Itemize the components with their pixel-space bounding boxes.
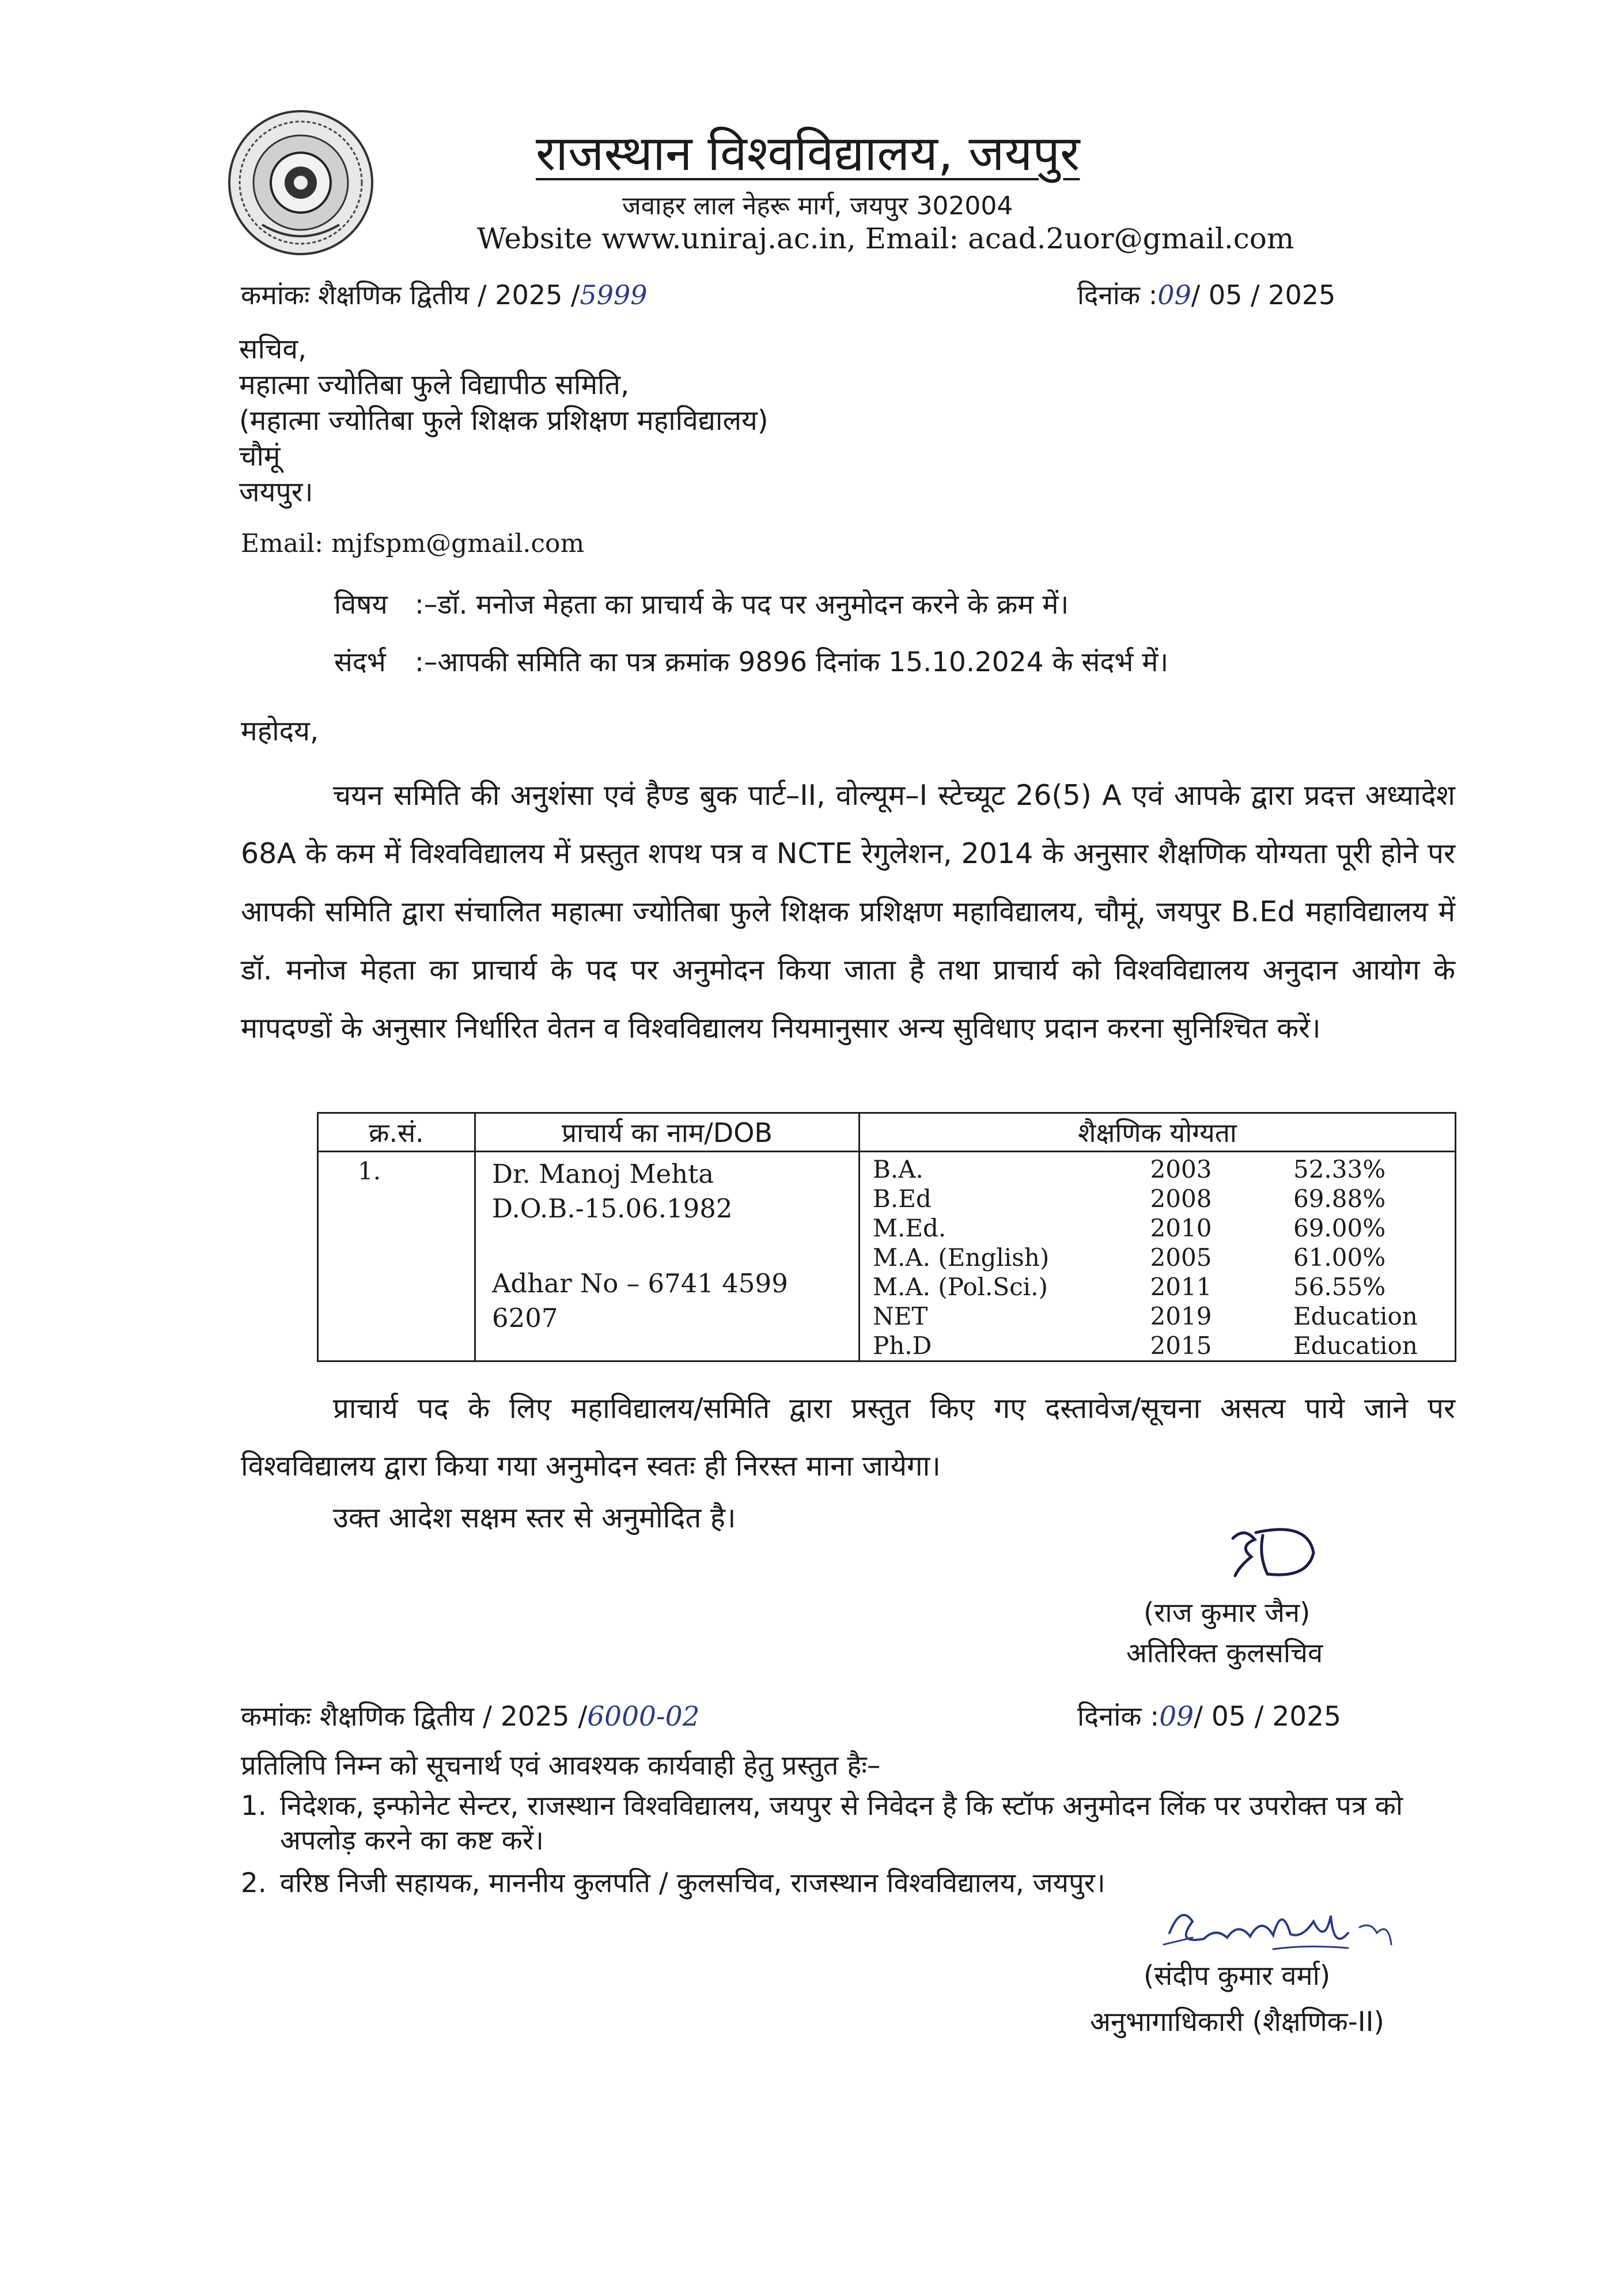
table-cell-principal bbox=[475, 1152, 859, 1361]
signatory-2-name: (संदीप कुमार वर्मा) bbox=[1144, 1960, 1331, 1992]
list-item: 2. वरिष्ठ निजी सहायक, माननीय कुलपति / कुलसचिव, राजस्थान विश्वविद्यालय, जयपुर। bbox=[241, 1867, 1106, 1899]
copy-date: दिनांक :09/ 05 / 2025 bbox=[1077, 1701, 1341, 1732]
signature-1 bbox=[1221, 1521, 1325, 1584]
qualification-row: B.A. 2003 52.33% bbox=[872, 1155, 1386, 1183]
table-header-qualification: शैक्षणिक योग्यता bbox=[859, 1113, 1455, 1152]
table-header-serial: क्र.सं. bbox=[318, 1113, 475, 1152]
qualification-row: Ph.D 2015 Education bbox=[872, 1331, 1418, 1360]
table-header-name: प्राचार्य का नाम/DOB bbox=[475, 1113, 859, 1152]
letter-date: दिनांक :09/ 05 / 2025 bbox=[1077, 279, 1336, 311]
handwritten-copy-day: 09 bbox=[1159, 1701, 1194, 1732]
copy-list bbox=[241, 1789, 1456, 1909]
university-name: राजस्थान विश्वविद्यालय, जयपुर bbox=[536, 125, 1080, 181]
signatory-2-designation: अनुभागाधिकारी (शैक्षणिक-II) bbox=[1090, 2006, 1384, 2038]
reference-number: कमांकः शैक्षणिक द्वितीय / 2025 /5999 bbox=[241, 279, 648, 311]
handwritten-day: 09 bbox=[1157, 279, 1191, 311]
university-address: जवाहर लाल नेहरू मार्ग, जयपुर 302004 bbox=[622, 191, 1013, 221]
principal-dob: D.O.B.-15.06.1982 bbox=[491, 1193, 733, 1224]
addressee-block: सचिव, महात्मा ज्योतिबा फुले विद्यापीठ समिति, (महात्मा ज्योतिबा फुले शिक्षक प्रशिक्षण महाविद्यालय) चौमूं जयपुर। bbox=[239, 333, 769, 508]
qualification-row: NET 2019 Education bbox=[872, 1302, 1418, 1330]
qualification-row: M.Ed. 2010 69.00% bbox=[872, 1214, 1386, 1242]
table-cell-serial: 1. bbox=[318, 1152, 475, 1361]
table-cell-qualifications bbox=[859, 1152, 1455, 1361]
university-contact: Website www.uniraj.ac.in, Email: acad.2uor@gmail.com bbox=[477, 222, 1294, 255]
qualification-row: B.Ed 2008 69.88% bbox=[872, 1185, 1386, 1213]
copy-reference-number: कमांकः शैक्षणिक द्वितीय / 2025 /6000-02 bbox=[241, 1701, 700, 1732]
signature-2 bbox=[1158, 1898, 1411, 1962]
qualification-row: M.A. (English) 2005 61.00% bbox=[872, 1243, 1386, 1272]
subject-line: विषय :–डॉ. मनोज मेहता का प्राचार्य के पद पर अनुमोदन करने के क्रम में। bbox=[334, 589, 1069, 621]
handwritten-copy-ref: 6000-02 bbox=[587, 1701, 700, 1732]
qualification-table bbox=[317, 1112, 1456, 1362]
list-item: 1. निदेशक, इन्फोनेट सेन्टर, राजस्थान विश्वविद्यालय, जयपुर से निवेदन है कि स्टॉफ अनुमोदन लिंक पर उपरोक्त पत्र को अपलोड़ करने का कष्ट करें। bbox=[241, 1790, 1403, 1856]
body-paragraph: चयन समिति की अनुशंसा एवं हैण्ड बुक पार्ट–II, वोल्यूम–I स्टेच्यूट 26(5) A एवं आपके द्वारा प्रदत्त अध्यादेश 68A के कम में विश्वविद्यालय में प्रस्तुत शपथ पत्र व NCTE रेगुलेशन, 2014 के अनुसार शैक्षणिक योग्यता पूरी होने पर आपकी समिति द्वारा संचालित महात्मा ज्योतिबा फुले शिक्षक प्रशिक्षण महाविद्यालय, चौमूं, जयपुर B.Ed महाविद्यालय में डॉ. मनोज मेहता का प्राचार्य के पद पर अनुमोदन किया जाता है तथा प्राचार्य को विश्वविद्यालय अनुदान आयोग के मापदण्डों के अनुसार निर्धारित वेतन व विश्वविद्यालय नियमानुसार अन्य सुविधाए प्रदान करना सुनिश्चित करें। bbox=[241, 779, 1455, 1045]
handwritten-ref-number: 5999 bbox=[580, 279, 648, 311]
reference-line: संदर्भ :–आपकी समिति का पत्र क्रमांक 9896 दिनांक 15.10.2024 के संदर्भ में। bbox=[334, 646, 1169, 678]
validity-paragraph: प्राचार्य पद के लिए महाविद्यालय/समिति द्वारा प्रस्तुत किए गए दस्तावेज/सूचना असत्य पाये जाने पर विश्वविद्यालय द्वारा किया गया अनुमोदन स्वतः ही निरस्त माना जायेगा। bbox=[241, 1392, 1455, 1482]
university-seal bbox=[228, 109, 374, 256]
signatory-1-designation: अतिरिक्त कुलसचिव bbox=[1126, 1637, 1323, 1669]
principal-name: Dr. Manoj Mehta bbox=[491, 1159, 714, 1189]
qualification-row: M.A. (Pol.Sci.) 2011 56.55% bbox=[872, 1273, 1386, 1301]
addressee-email: Email: mjfspm@gmail.com bbox=[241, 529, 585, 558]
salutation: महोदय, bbox=[241, 715, 319, 747]
signatory-1-name: (राज कुमार जैन) bbox=[1144, 1597, 1311, 1629]
copy-intro: प्रतिलिपि निम्न को सूचनार्थ एवं आवश्यक कार्यवाही हेतु प्रस्तुत हैः– bbox=[241, 1750, 881, 1781]
approval-note: उक्त आदेश सक्षम स्तर से अनुमोदित है। bbox=[333, 1501, 736, 1534]
principal-aadhar: Adhar No – 6741 4599 6207 bbox=[491, 1268, 788, 1333]
